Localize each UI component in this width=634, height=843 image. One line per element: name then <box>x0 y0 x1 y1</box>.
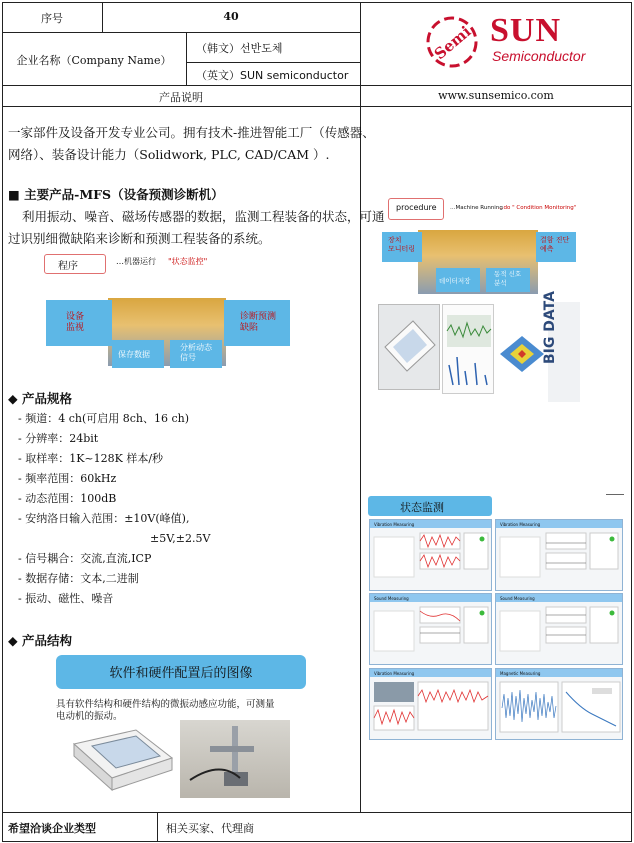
spec-item: - 数据存储：文本,二进制 <box>18 572 139 585</box>
monitor-box-kr-label: 장치 모니터링 <box>388 236 416 253</box>
footer-value: 相关买家、代理商 <box>166 822 254 835</box>
table-row-line <box>2 812 632 813</box>
footer-label: 希望洽谈企业类型 <box>8 822 96 835</box>
table-bottom-border <box>2 841 632 842</box>
product-title: ■ 主要产品-MFS（设备预测诊断机） <box>8 187 224 202</box>
device-illustration <box>60 722 176 798</box>
company-name-kr: （韩文）선반도체 <box>196 42 283 55</box>
spec-item: - 信号耦合：交流,直流,ICP <box>18 552 152 565</box>
spec-item: - 安纳洛日输入范围：±10V(峰值), <box>18 512 190 525</box>
table-left-border <box>2 2 3 842</box>
status-panel <box>369 519 492 591</box>
spec-item: - 振动、磁性、噪音 <box>18 592 114 605</box>
table-row-line <box>2 85 632 86</box>
structure-banner-label: 软件和硬件配置后的图像 <box>109 666 253 681</box>
status-panel <box>369 593 492 665</box>
panel-title: Vibration Measuring <box>500 522 541 527</box>
logo-seal-text: Semi <box>430 22 475 64</box>
status-panel <box>495 668 623 740</box>
table-right-border <box>631 2 632 842</box>
process-diagram-left <box>20 250 310 374</box>
company-name-en: （英文）SUN semiconductor <box>196 69 349 82</box>
spec-item: - 动态范围：100dB <box>18 492 117 505</box>
procedure-label: 程序 <box>58 261 78 272</box>
svg-text:BIG DATA: BIG DATA <box>542 291 558 364</box>
process-diagram-right <box>376 196 580 402</box>
signal-chart-right <box>442 304 494 394</box>
machine-running-label-en: …Machine Running <box>450 205 503 211</box>
company-name-label: 企业名称（Company Name） <box>16 54 172 67</box>
spec-item: - 取样率：1K~128K 样本/秒 <box>18 452 164 465</box>
spec-item: - 分辨率：24bit <box>18 432 99 445</box>
intro-line-1: 一家部件及设备开发专业公司。拥有技术-推进智能工厂（传感器、 <box>8 125 375 140</box>
condition-monitor-label-en: …do " Condition Monitoring" <box>498 205 577 211</box>
table-col-line <box>157 812 158 842</box>
word-cloud-right <box>542 291 580 402</box>
seq-value: 40 <box>223 10 239 23</box>
table-row-line <box>2 106 632 107</box>
status-panel <box>495 519 623 591</box>
signal-kr-label: 동적 신호 분석 <box>494 270 522 287</box>
structure-caption-1: 具有软件结构和硬件结构的微振动感应功能，可测量 <box>56 699 275 710</box>
structure-title: ◆ 产品结构 <box>8 633 72 648</box>
surface-plot-right <box>496 314 548 390</box>
panel-title: Magnetic Measuring <box>500 671 541 676</box>
product-desc-1: 利用振动、噪音、磁场传感器的数据，监测工程装备的状态，可通 <box>22 209 385 224</box>
logo-subtext: Semiconductor <box>492 48 586 64</box>
edge-marker <box>606 494 624 495</box>
specs-title: ◆ 产品规格 <box>8 391 72 406</box>
table-top-border <box>2 2 632 3</box>
panel-title: Vibration Measuring <box>374 671 415 676</box>
sensor-photo <box>180 720 290 798</box>
device-photo-right <box>378 304 440 390</box>
panel-title: Vibration Measuring <box>374 522 415 527</box>
status-title: 状态监测 <box>400 501 444 514</box>
analyze-label: 分析动态 信号 <box>180 343 212 362</box>
website[interactable]: www.sunsemico.com <box>438 89 554 102</box>
table-col-line <box>186 32 187 85</box>
spec-item: - 频率范围：60kHz <box>18 472 117 485</box>
status-panel <box>369 668 492 740</box>
panel-title: Sound Measuring <box>374 596 409 601</box>
panel-title: Sound Measuring <box>500 596 535 601</box>
monitor-box-label: 设备 监视 <box>66 312 85 333</box>
seq-label: 序号 <box>41 12 63 25</box>
table-row-line <box>186 62 360 63</box>
diagnose-box-kr-label: 결함 진단 예측 <box>540 236 570 253</box>
save-data-label: 保存数据 <box>118 350 150 359</box>
product-desc-label: 产品说明 <box>159 91 203 104</box>
logo-text: SUN <box>490 12 562 49</box>
procedure-label-en: procedure <box>396 203 437 212</box>
machine-running-label: …机器运行 <box>116 257 156 266</box>
diagnose-box-label: 诊断预测 缺陷 <box>240 312 277 333</box>
table-row-line <box>2 32 360 33</box>
spec-item: - 频道：4 ch(可启用 8ch、16 ch) <box>18 412 190 425</box>
data-save-kr-label: 데이터저장 <box>439 277 471 285</box>
condition-monitor-label: "状态监控" <box>168 257 208 266</box>
status-panel <box>495 593 623 665</box>
intro-line-2: 网络）、装备设计能力（Solidwork, PLC, CAD/CAM ）. <box>8 147 330 162</box>
spec-item: ±5V,±2.5V <box>150 532 211 545</box>
structure-caption-2: 电动机的振动。 <box>56 711 123 722</box>
company-logo <box>420 10 590 74</box>
product-desc-2: 过识别细微缺陷来诊断和预测工程装备的系统。 <box>8 231 271 246</box>
